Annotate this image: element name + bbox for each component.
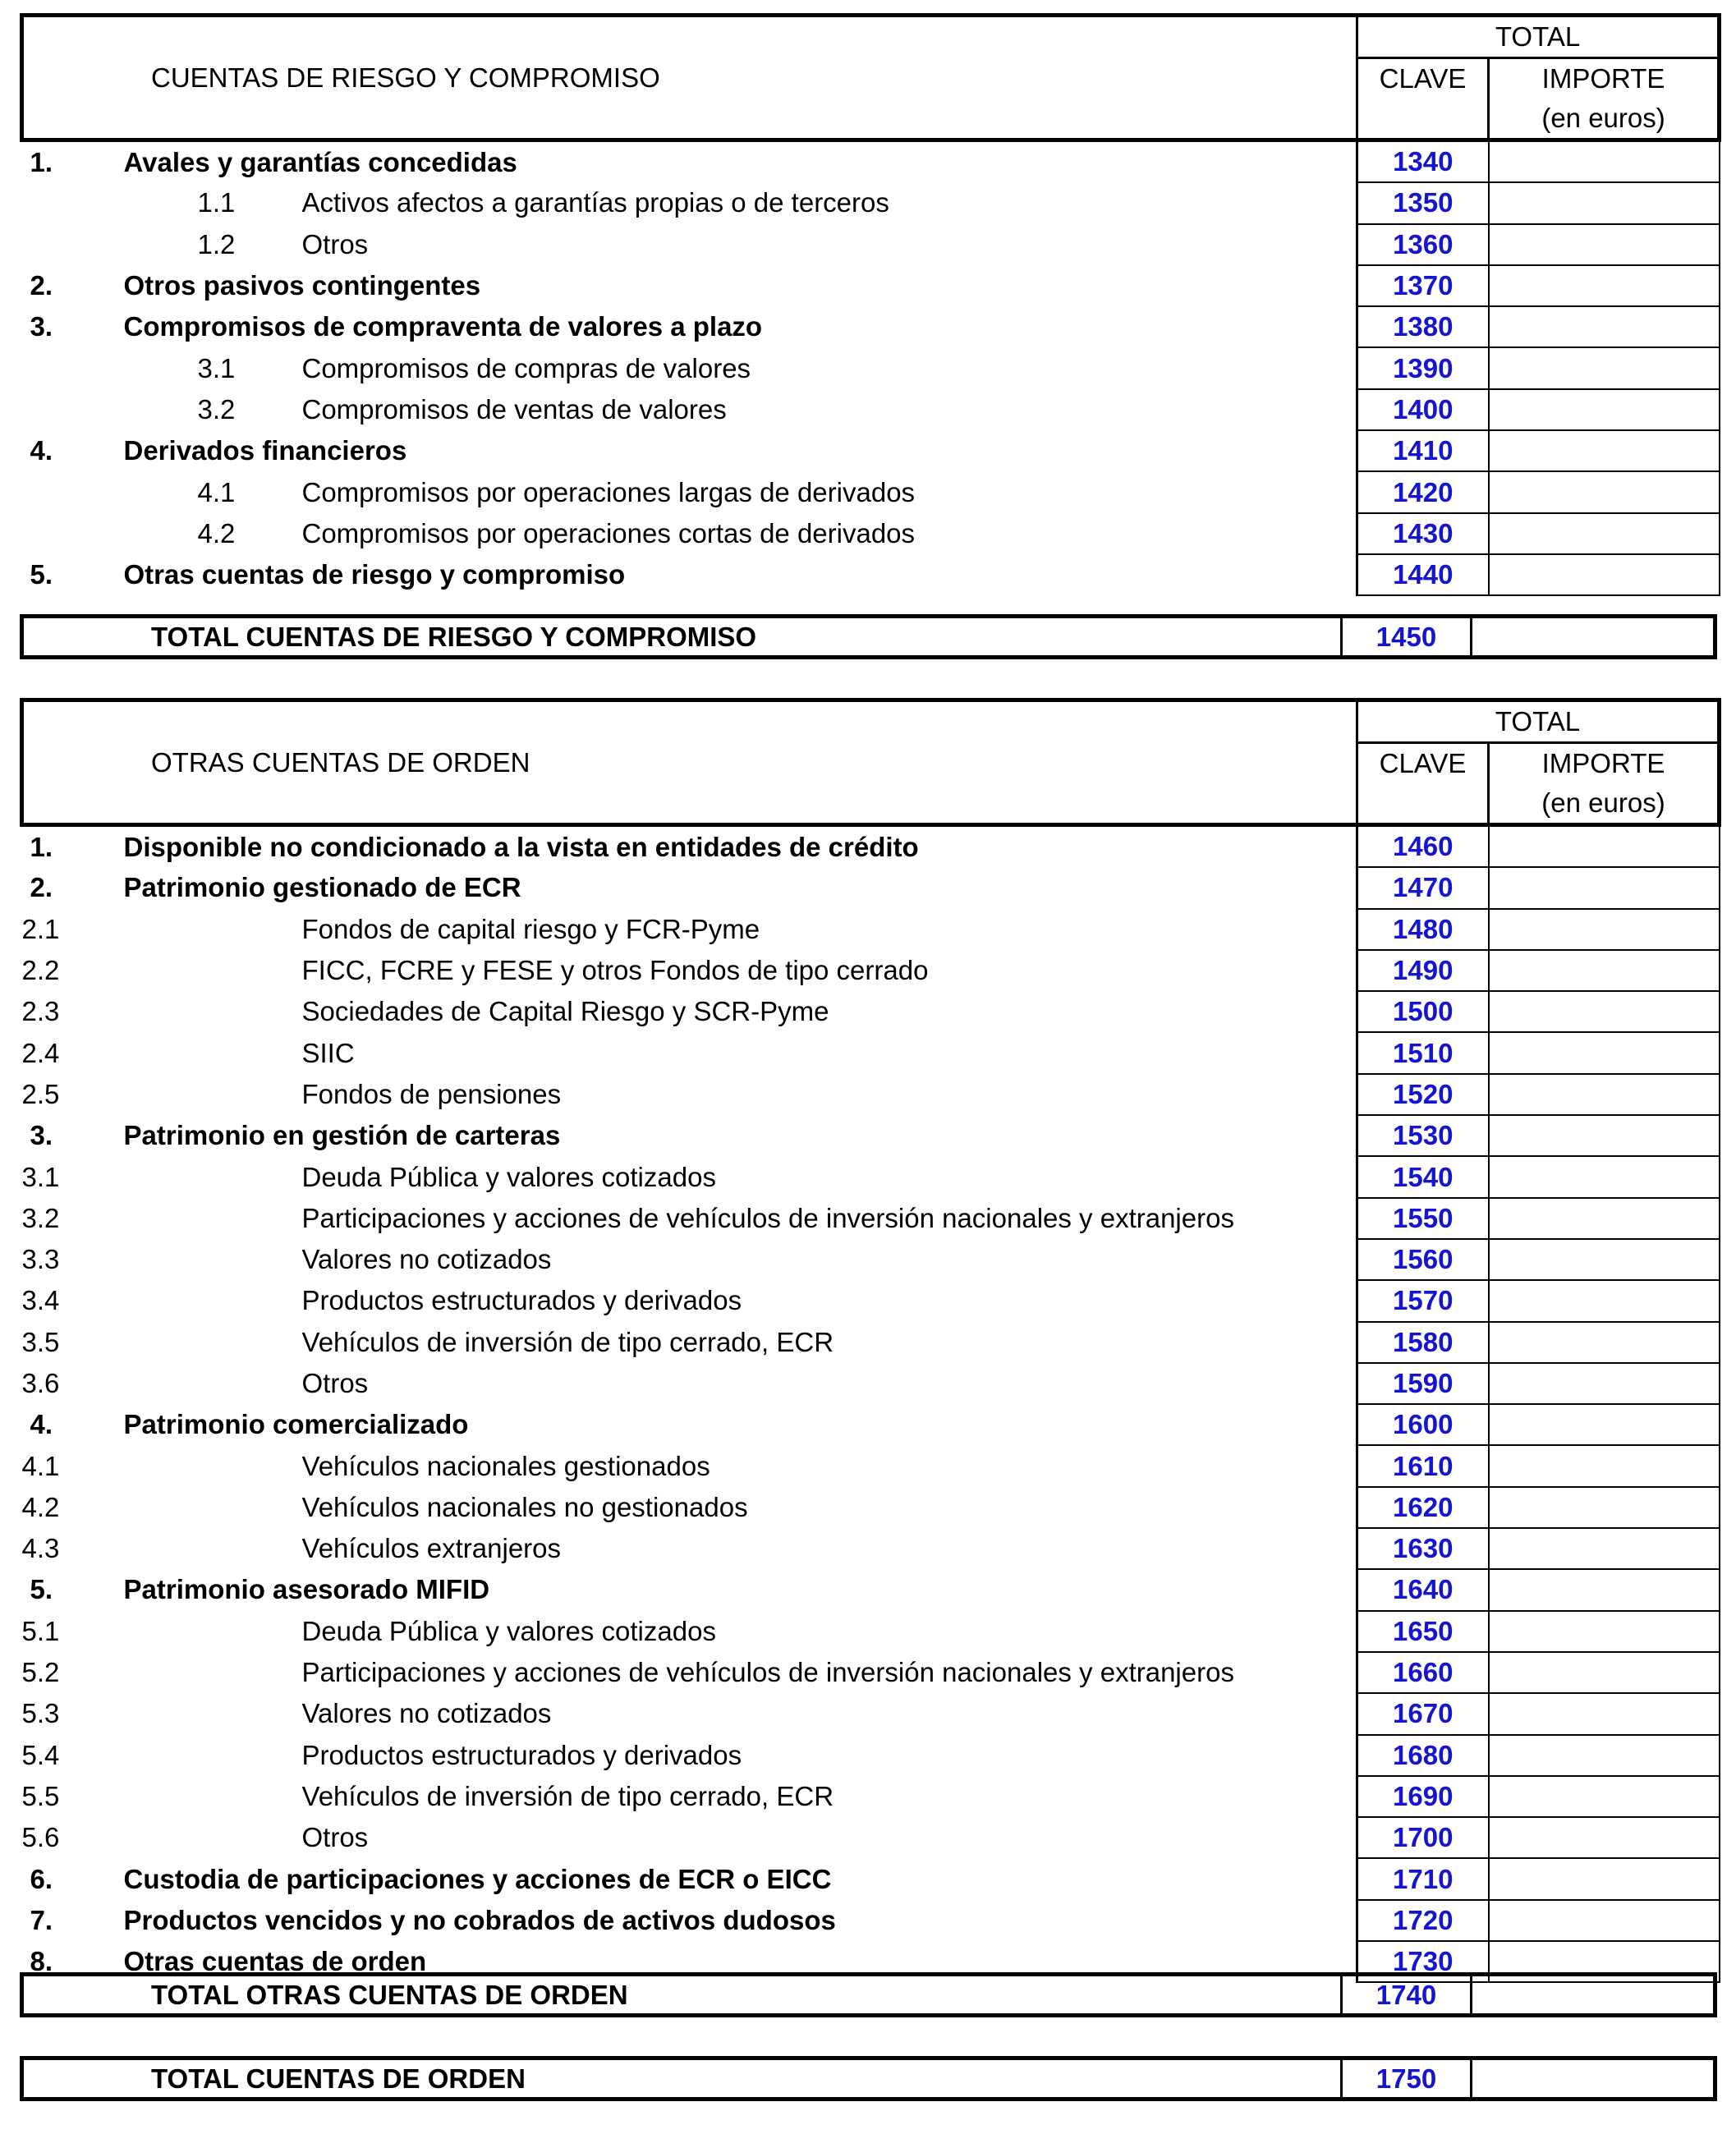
row-number: 4.1 — [21, 1450, 60, 1481]
row-label: Vehículos nacionales no gestionados — [301, 1491, 748, 1522]
total-riesgo-compromiso — [20, 614, 1717, 659]
table-row — [22, 909, 1720, 950]
importe-input-cell[interactable] — [1489, 430, 1720, 471]
importe-input-cell[interactable] — [1489, 1032, 1720, 1073]
row-label: FICC, FCRE y FESE y otros Fondos de tipo cerrado — [301, 955, 929, 986]
header-importe: IMPORTE (en euros) — [1489, 743, 1720, 825]
row-code: 1590 — [1357, 1363, 1489, 1404]
row-code: 1550 — [1357, 1198, 1489, 1239]
row-code: 1670 — [1357, 1693, 1489, 1734]
row-number: 5. — [30, 1574, 53, 1605]
row-code: 1710 — [1357, 1858, 1489, 1899]
table-body — [22, 140, 1720, 596]
row-code: 1420 — [1357, 471, 1489, 512]
table-row — [22, 1322, 1720, 1363]
importe-input-cell[interactable] — [1489, 1322, 1720, 1363]
row-code: 1680 — [1357, 1735, 1489, 1776]
header-total: TOTAL — [1357, 700, 1720, 743]
row-code: 1690 — [1357, 1776, 1489, 1817]
row-code: 1520 — [1357, 1074, 1489, 1115]
row-label: Vehículos de inversión de tipo cerrado, ECR — [301, 1326, 834, 1357]
row-label: Otras cuentas de riesgo y compromiso — [123, 559, 626, 590]
row-label: SIIC — [301, 1037, 355, 1068]
table-row — [22, 1404, 1720, 1445]
importe-input-cell[interactable] — [1489, 1858, 1720, 1899]
table-row — [22, 554, 1720, 595]
table-row — [22, 1652, 1720, 1693]
importe-input-cell[interactable] — [1489, 554, 1720, 595]
row-code: 1370 — [1357, 265, 1489, 306]
row-number: 2.3 — [21, 996, 60, 1027]
row-number: 4.2 — [21, 1491, 60, 1522]
row-code: 1610 — [1357, 1445, 1489, 1486]
importe-input-cell[interactable] — [1489, 1404, 1720, 1445]
importe-input-cell[interactable] — [1489, 1280, 1720, 1321]
row-label: Compromisos de compras de valores — [301, 352, 751, 383]
row-number: 3.1 — [21, 1161, 60, 1192]
importe-input-cell[interactable] — [1489, 1735, 1720, 1776]
table-row — [22, 1776, 1720, 1817]
table-row — [22, 306, 1720, 347]
total-code: 1740 — [1340, 1976, 1472, 2013]
importe-input-cell[interactable] — [1489, 1528, 1720, 1569]
table-row — [22, 1900, 1720, 1941]
row-number: 4.1 — [197, 476, 236, 507]
row-code: 1660 — [1357, 1652, 1489, 1693]
header-total: TOTAL — [1357, 16, 1720, 58]
importe-input-cell[interactable] — [1489, 909, 1720, 950]
importe-input-cell[interactable] — [1489, 991, 1720, 1032]
importe-input-cell[interactable] — [1489, 1776, 1720, 1817]
table-row — [22, 1363, 1720, 1404]
row-label: Activos afectos a garantías propias o de terceros — [301, 187, 889, 218]
row-number: 1. — [30, 146, 53, 177]
row-number: 3.3 — [21, 1244, 60, 1275]
row-label: Valores no cotizados — [301, 1698, 552, 1729]
table-row — [22, 1280, 1720, 1321]
row-code: 1460 — [1357, 825, 1489, 868]
indent-spacer — [22, 347, 124, 388]
row-label: Vehículos extranjeros — [301, 1533, 562, 1564]
grand-total-label: TOTAL CUENTAS DE ORDEN — [151, 2063, 526, 2094]
table-row — [22, 1693, 1720, 1734]
importe-input-cell[interactable] — [1489, 182, 1720, 223]
importe-input-cell[interactable] — [1489, 347, 1720, 388]
row-code: 1730 — [1357, 1941, 1489, 1982]
row-code: 1350 — [1357, 182, 1489, 223]
table-row — [22, 950, 1720, 991]
header-clave: CLAVE — [1357, 743, 1489, 825]
importe-input-cell[interactable] — [1489, 1569, 1720, 1610]
row-label: Productos vencidos y no cobrados de activos dudosos — [123, 1904, 836, 1935]
row-number: 2.5 — [21, 1078, 60, 1109]
row-label: Participaciones y acciones de vehículos de inversión nacionales y extranjeros — [301, 1202, 1234, 1233]
row-number: 5.2 — [21, 1657, 60, 1688]
table-row — [22, 140, 1720, 183]
row-code: 1630 — [1357, 1528, 1489, 1569]
row-number: 5.1 — [21, 1615, 60, 1646]
row-code: 1570 — [1357, 1280, 1489, 1321]
row-label: Disponible no condicionado a la vista en entidades de crédito — [123, 831, 919, 862]
row-code: 1620 — [1357, 1487, 1489, 1528]
importe-input-cell[interactable] — [1489, 140, 1720, 183]
row-label: Patrimonio comercializado — [123, 1409, 469, 1440]
row-code: 1580 — [1357, 1322, 1489, 1363]
total-label: TOTAL OTRAS CUENTAS DE ORDEN — [151, 1980, 628, 2010]
grand-total — [20, 2056, 1717, 2101]
section-riesgo-compromiso — [20, 13, 1717, 596]
row-label: Patrimonio gestionado de ECR — [123, 872, 521, 903]
row-number: 3.5 — [21, 1326, 60, 1357]
row-number: 3.4 — [21, 1285, 60, 1316]
row-number: 2.1 — [21, 913, 60, 944]
row-code: 1600 — [1357, 1404, 1489, 1445]
section-otras-cuentas — [20, 698, 1717, 1983]
row-number: 4. — [30, 435, 53, 466]
importe-input-cell[interactable] — [1489, 1611, 1720, 1652]
row-number: 5.6 — [21, 1822, 60, 1853]
row-label: Otros — [301, 1368, 369, 1398]
row-number: 2. — [30, 270, 53, 301]
row-code: 1440 — [1357, 554, 1489, 595]
table-row — [22, 347, 1720, 388]
row-number: 3. — [30, 311, 53, 342]
importe-input-cell[interactable] — [1489, 1445, 1720, 1486]
row-code: 1720 — [1357, 1900, 1489, 1941]
table-row — [22, 182, 1720, 223]
row-number: 3.1 — [197, 352, 236, 383]
table-riesgo-compromiso — [20, 13, 1721, 596]
importe-input-cell[interactable] — [1489, 1900, 1720, 1941]
row-number: 8. — [30, 1946, 53, 1977]
row-number: 5.4 — [21, 1739, 60, 1770]
row-label: Patrimonio asesorado MIFID — [123, 1574, 490, 1605]
total-code: 1450 — [1340, 618, 1472, 655]
row-label: Deuda Pública y valores cotizados — [301, 1161, 716, 1192]
row-label: Fondos de capital riesgo y FCR-Pyme — [301, 913, 760, 944]
importe-input-cell[interactable] — [1489, 513, 1720, 554]
row-label: Fondos de pensiones — [301, 1078, 562, 1109]
table-row — [22, 1198, 1720, 1239]
row-number: 4.3 — [21, 1533, 60, 1564]
row-label: Compromisos de ventas de valores — [301, 393, 727, 425]
row-code: 1490 — [1357, 950, 1489, 991]
row-number: 4.2 — [197, 517, 236, 548]
row-label: Otros — [301, 228, 369, 259]
header-importe: IMPORTE (en euros) — [1489, 58, 1720, 140]
indent-spacer — [22, 224, 124, 265]
row-number: 5.5 — [21, 1780, 60, 1811]
table-row — [22, 1156, 1720, 1197]
importe-input-cell[interactable] — [1489, 389, 1720, 430]
total-label: TOTAL CUENTAS DE RIESGO Y COMPROMISO — [151, 622, 757, 652]
importe-input-cell[interactable] — [1489, 867, 1720, 908]
row-number: 3.6 — [21, 1368, 60, 1398]
importe-input-cell[interactable] — [1489, 1693, 1720, 1734]
row-label: Otros — [301, 1822, 369, 1853]
row-label: Valores no cotizados — [301, 1244, 552, 1275]
row-label: Participaciones y acciones de vehículos de inversión nacionales y extranjeros — [301, 1657, 1234, 1688]
importe-input-cell[interactable] — [1489, 1156, 1720, 1197]
row-label: Otras cuentas de orden — [123, 1946, 427, 1977]
row-number: 2. — [30, 872, 53, 903]
row-number: 5.3 — [21, 1698, 60, 1729]
importe-input-cell[interactable] — [1489, 1487, 1720, 1528]
table-row — [22, 991, 1720, 1032]
row-code: 1510 — [1357, 1032, 1489, 1073]
section-title: CUENTAS DE RIESGO Y COMPROMISO — [22, 16, 1357, 140]
row-label: Derivados financieros — [123, 435, 407, 466]
table-row — [22, 825, 1720, 868]
row-code: 1700 — [1357, 1817, 1489, 1858]
row-label: Productos estructurados y derivados — [301, 1739, 742, 1770]
importe-input-cell[interactable] — [1489, 224, 1720, 265]
table-row — [22, 1074, 1720, 1115]
row-number: 6. — [30, 1863, 53, 1894]
importe-input-cell[interactable] — [1489, 306, 1720, 347]
table-otras-cuentas — [20, 698, 1721, 1983]
table-row — [22, 1487, 1720, 1528]
importe-input-cell[interactable] — [1489, 265, 1720, 306]
row-code: 1480 — [1357, 909, 1489, 950]
importe-input-cell[interactable] — [1489, 471, 1720, 512]
importe-input-cell[interactable] — [1489, 950, 1720, 991]
table-row — [22, 1735, 1720, 1776]
row-code: 1380 — [1357, 306, 1489, 347]
table-row — [22, 513, 1720, 554]
importe-input-cell[interactable] — [1489, 1652, 1720, 1693]
header-clave: CLAVE — [1357, 58, 1489, 140]
row-number: 2.2 — [21, 955, 60, 986]
table-row — [22, 224, 1720, 265]
row-code: 1410 — [1357, 430, 1489, 471]
row-number: 2.4 — [21, 1037, 60, 1068]
table-row — [22, 1817, 1720, 1858]
row-code: 1530 — [1357, 1115, 1489, 1156]
importe-input-cell[interactable] — [1489, 1115, 1720, 1156]
row-code: 1640 — [1357, 1569, 1489, 1610]
total-otras-cuentas — [20, 1972, 1717, 2017]
row-code: 1340 — [1357, 140, 1489, 183]
indent-spacer — [22, 471, 124, 512]
importe-input-cell[interactable] — [1489, 1363, 1720, 1404]
row-label: Compromisos de compraventa de valores a plazo — [123, 311, 763, 342]
row-code: 1470 — [1357, 867, 1489, 908]
row-code: 1650 — [1357, 1611, 1489, 1652]
table-row — [22, 1239, 1720, 1280]
row-number: 1.1 — [197, 187, 236, 218]
importe-input-cell[interactable] — [1489, 825, 1720, 868]
importe-input-cell[interactable] — [1489, 1239, 1720, 1280]
table-row — [22, 1611, 1720, 1652]
indent-spacer — [22, 182, 124, 223]
row-number: 5. — [30, 559, 53, 590]
row-label: Vehículos de inversión de tipo cerrado, ECR — [301, 1780, 834, 1811]
row-label: Avales y garantías concedidas — [123, 146, 517, 177]
row-label: Patrimonio en gestión de carteras — [123, 1120, 561, 1151]
indent-spacer — [22, 389, 124, 430]
row-code: 1430 — [1357, 513, 1489, 554]
table-row — [22, 867, 1720, 908]
row-number: 1. — [30, 831, 53, 862]
row-label: Productos estructurados y derivados — [301, 1285, 742, 1316]
row-number: 7. — [30, 1904, 53, 1935]
row-code: 1400 — [1357, 389, 1489, 430]
row-label: Otros pasivos contingentes — [123, 270, 481, 301]
grand-total-code: 1750 — [1340, 2060, 1472, 2097]
table-row — [22, 265, 1720, 306]
row-label: Custodia de participaciones y acciones de ECR o EICC — [123, 1863, 832, 1894]
table-row — [22, 389, 1720, 430]
importe-input-cell[interactable] — [1489, 1198, 1720, 1239]
row-number: 4. — [30, 1409, 53, 1440]
row-code: 1540 — [1357, 1156, 1489, 1197]
table-row — [22, 1858, 1720, 1899]
importe-input-cell[interactable] — [1489, 1074, 1720, 1115]
row-number: 3. — [30, 1120, 53, 1151]
row-code: 1390 — [1357, 347, 1489, 388]
row-code: 1500 — [1357, 991, 1489, 1032]
row-code: 1360 — [1357, 224, 1489, 265]
row-number: 3.2 — [197, 393, 236, 425]
table-row — [22, 1445, 1720, 1486]
table-row — [22, 1032, 1720, 1073]
section-title: OTRAS CUENTAS DE ORDEN — [22, 700, 1357, 825]
table-row — [22, 1528, 1720, 1569]
row-code: 1560 — [1357, 1239, 1489, 1280]
table-row — [22, 1115, 1720, 1156]
row-label: Vehículos nacionales gestionados — [301, 1450, 710, 1481]
table-row — [22, 430, 1720, 471]
row-label: Compromisos por operaciones cortas de derivados — [301, 517, 916, 548]
importe-input-cell[interactable] — [1489, 1817, 1720, 1858]
row-number: 3.2 — [21, 1202, 60, 1233]
table-body — [22, 825, 1720, 1983]
row-number: 1.2 — [197, 228, 236, 259]
row-label: Sociedades de Capital Riesgo y SCR-Pyme — [301, 996, 829, 1027]
row-label: Deuda Pública y valores cotizados — [301, 1615, 716, 1646]
row-label: Compromisos por operaciones largas de derivados — [301, 476, 916, 507]
indent-spacer — [22, 513, 124, 554]
table-row — [22, 471, 1720, 512]
table-row — [22, 1569, 1720, 1610]
